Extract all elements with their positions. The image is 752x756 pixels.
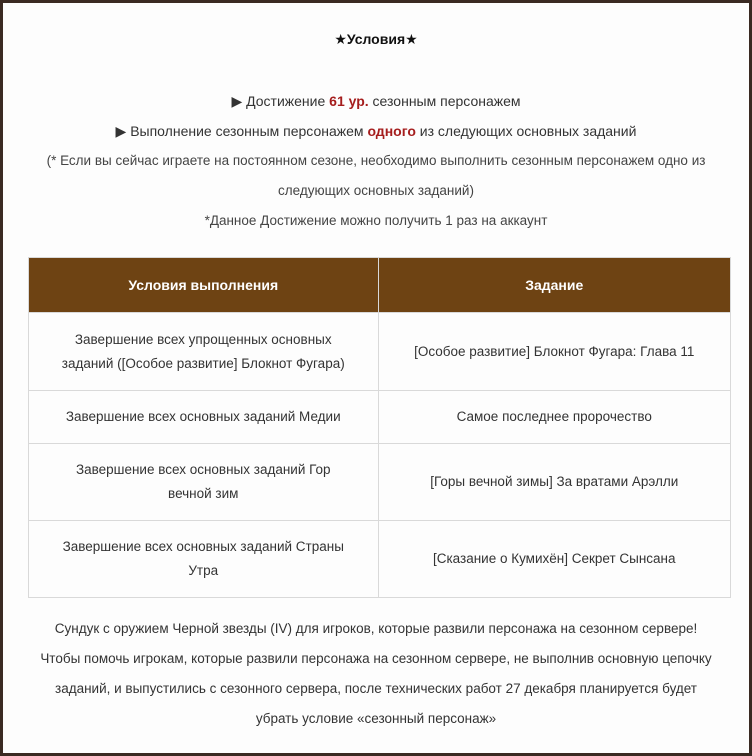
permanent-season-note-line-1: (* Если вы сейчас играете на постоянном сезоне, необходимо выполнить сезонным персонажем одно из	[46, 153, 706, 168]
table-header-row	[29, 258, 731, 313]
condition-cell	[29, 313, 379, 391]
requirement-level-suffix: сезонным персонажем	[368, 93, 521, 109]
quest-cell: [Сказание о Кумихён] Секрет Сынсана	[378, 521, 731, 598]
footer-line-4: убрать условие «сезонный персонаж»	[255, 711, 497, 726]
conditions-heading: ★Условия★	[334, 31, 418, 47]
requirement-quest-prefix: ▶ Выполнение сезонным персонажем	[115, 123, 368, 139]
requirement-level-prefix: ▶ Достижение	[231, 93, 330, 109]
condition-text-line: Завершение всех основных заданий Страны	[62, 539, 344, 554]
quest-cell: [Особое развитие] Блокнот Фугара: Глава 11	[378, 313, 731, 391]
condition-text-line: вечной зим	[168, 486, 239, 501]
requirement-level-highlight: 61 ур.	[329, 93, 369, 109]
once-per-account-note: *Данное Достижение можно получить 1 раз на аккаунт	[204, 213, 548, 228]
table-row	[29, 313, 731, 391]
column-header-quest: Задание	[378, 258, 731, 313]
requirement-quest-highlight: одного	[367, 123, 416, 139]
permanent-season-note-line-2: следующих основных заданий)	[278, 183, 474, 198]
footer-line-2: Чтобы помочь игрокам, которые развили персонажа на сезонном сервере, не выполнив основную цепочку	[40, 651, 712, 666]
condition-text-line: Утра	[188, 563, 219, 578]
requirement-level	[3, 91, 749, 111]
table-row	[29, 391, 731, 444]
table-row	[29, 521, 731, 598]
condition-cell	[29, 521, 379, 598]
requirement-quest-suffix: из следующих основных заданий	[415, 123, 637, 139]
condition-cell	[29, 444, 379, 521]
requirement-quest	[3, 121, 749, 141]
condition-text-line: заданий ([Особое развитие] Блокнот Фугара)	[61, 355, 345, 371]
condition-cell	[29, 391, 379, 444]
condition-text-line: Завершение всех основных заданий Медии	[65, 409, 341, 424]
footer-line-1: Сундук с оружием Черной звезды (IV) для игроков, которые развили персонажа на сезонном сервере!	[54, 621, 698, 636]
condition-text-line: Завершение всех основных заданий Гор	[75, 462, 331, 477]
quest-cell: [Горы вечной зимы] За вратами Арэлли	[378, 444, 731, 521]
column-header-condition: Условия выполнения	[29, 258, 379, 313]
quest-cell: Самое последнее пророчество	[378, 391, 731, 444]
footer-line-3: заданий, и выпустились с сезонного сервера, после технических работ 27 декабря планируется будет	[55, 681, 697, 696]
conditions-table	[28, 257, 731, 598]
condition-text-line: Завершение всех упрощенных основных	[74, 331, 332, 347]
table-row	[29, 444, 731, 521]
